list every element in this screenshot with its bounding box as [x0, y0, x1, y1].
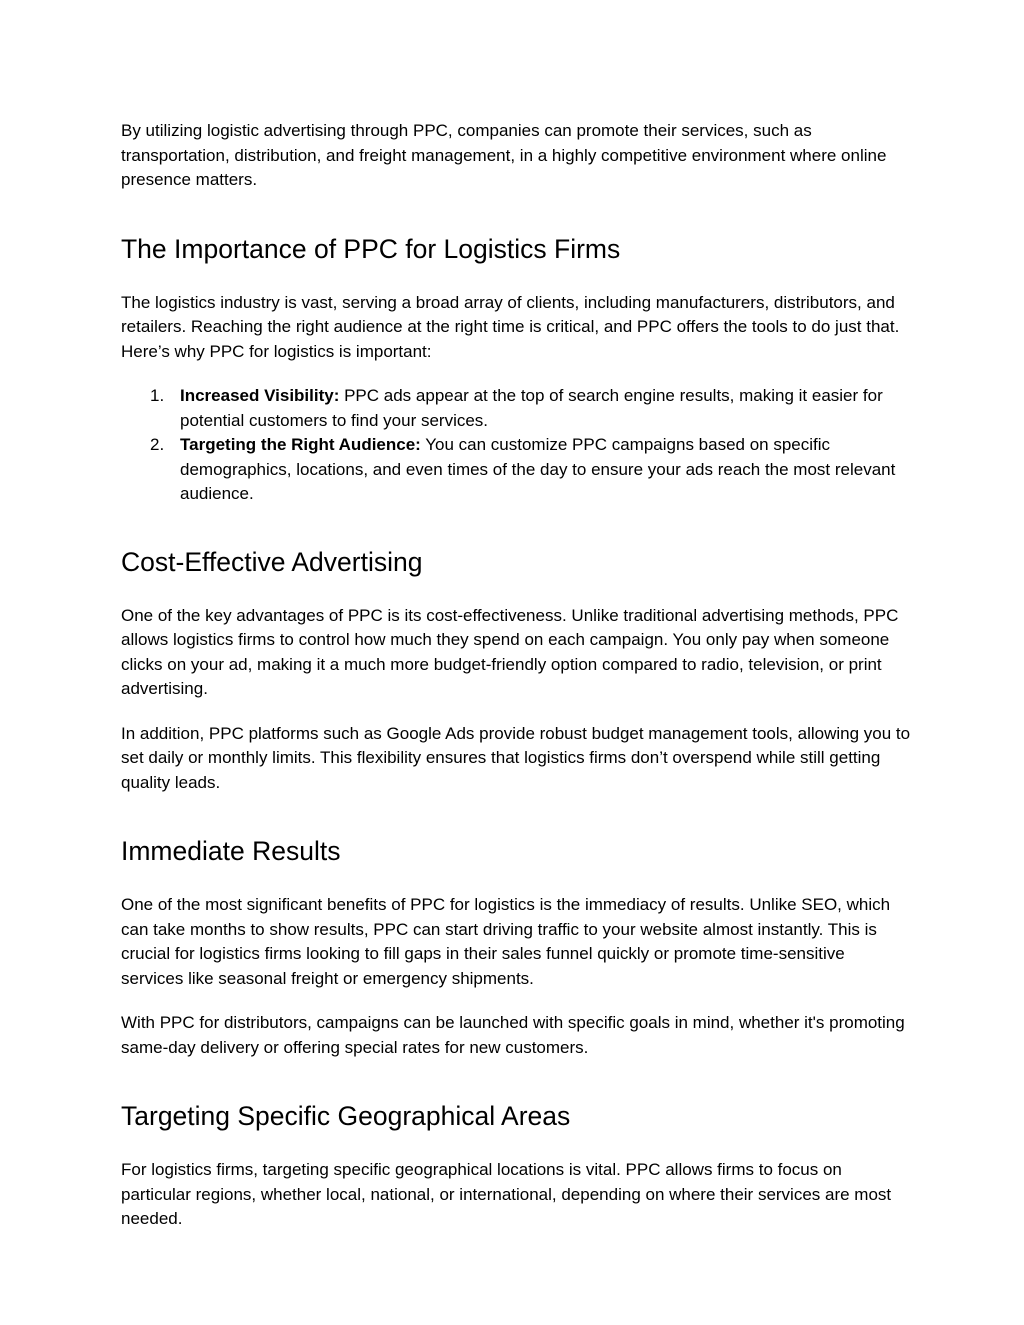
list-item-text: You can customize PPC campaigns based on specific demographics, locations, and even times of the day to ensure your ads reach the most relevant audience. [180, 435, 896, 503]
list-item-text: PPC ads appear at the top of search engine results, making it easier for potential customers to find your services. [180, 386, 883, 430]
section-heading-geographical: Targeting Specific Geographical Areas [121, 1101, 571, 1131]
list-item-number: 1. [150, 386, 165, 405]
section-heading-importance: The Importance of PPC for Logistics Firms [121, 233, 621, 264]
section-paragraph: For logistics firms, targeting specific geographical locations is vital. PPC allows firms to focus on particular regions, whether local, national, or international, depending on where their services are most needed. [121, 1160, 892, 1228]
list-item [121, 433, 911, 507]
intro-paragraph: By utilizing logistic advertising through PPC, companies can promote their services, such as transportation, distribution, and freight management, in a highly competitive environment where online presence matters. [121, 121, 887, 189]
section-paragraph: One of the key advantages of PPC is its cost-effectiveness. Unlike traditional advertising methods, PPC allows logistics firms to control how much they spend on each campaign. You only pay when someone clicks on your ad, making it a much more budget-friendly option compared to radio, television, or print advertising. [121, 605, 899, 698]
section-paragraph: One of the most significant benefits of PPC for logistics is the immediacy of results. Unlike SEO, which can take months to show results, PPC can start driving traffic to your website almost instantly. This is crucial for logistics firms looking to fill gaps in their sales funnel quickly or promote time-sensitive services like seasonal freight or emergency shipments. [121, 895, 891, 988]
list-item [121, 384, 911, 433]
section-heading-cost-effective: Cost-Effective Advertising [121, 546, 423, 577]
section-paragraph: The logistics industry is vast, serving a broad array of clients, including manufacturers, distributors, and retailers. Reaching the right audience at the right time is critical, and PPC offers the tools to do just that. Here’s why PPC for logistics is important: [121, 292, 900, 361]
section-paragraph: In addition, PPC platforms such as Google Ads provide robust budget management tools, allowing you to set daily or monthly limits. This flexibility ensures that logistics firms don’t overspend while still getting quality leads. [121, 723, 911, 792]
list-item-title: Increased Visibility: [180, 386, 340, 405]
section-heading-immediate-results: Immediate Results [121, 836, 341, 866]
list-item-title: Targeting the Right Audience: [180, 435, 421, 454]
numbered-list [121, 384, 911, 507]
document-page [121, 119, 911, 1232]
list-item-number: 2. [150, 435, 165, 454]
section-paragraph: With PPC for distributors, campaigns can be launched with specific goals in mind, whether it's promoting same-day delivery or offering special rates for new customers. [121, 1013, 905, 1057]
